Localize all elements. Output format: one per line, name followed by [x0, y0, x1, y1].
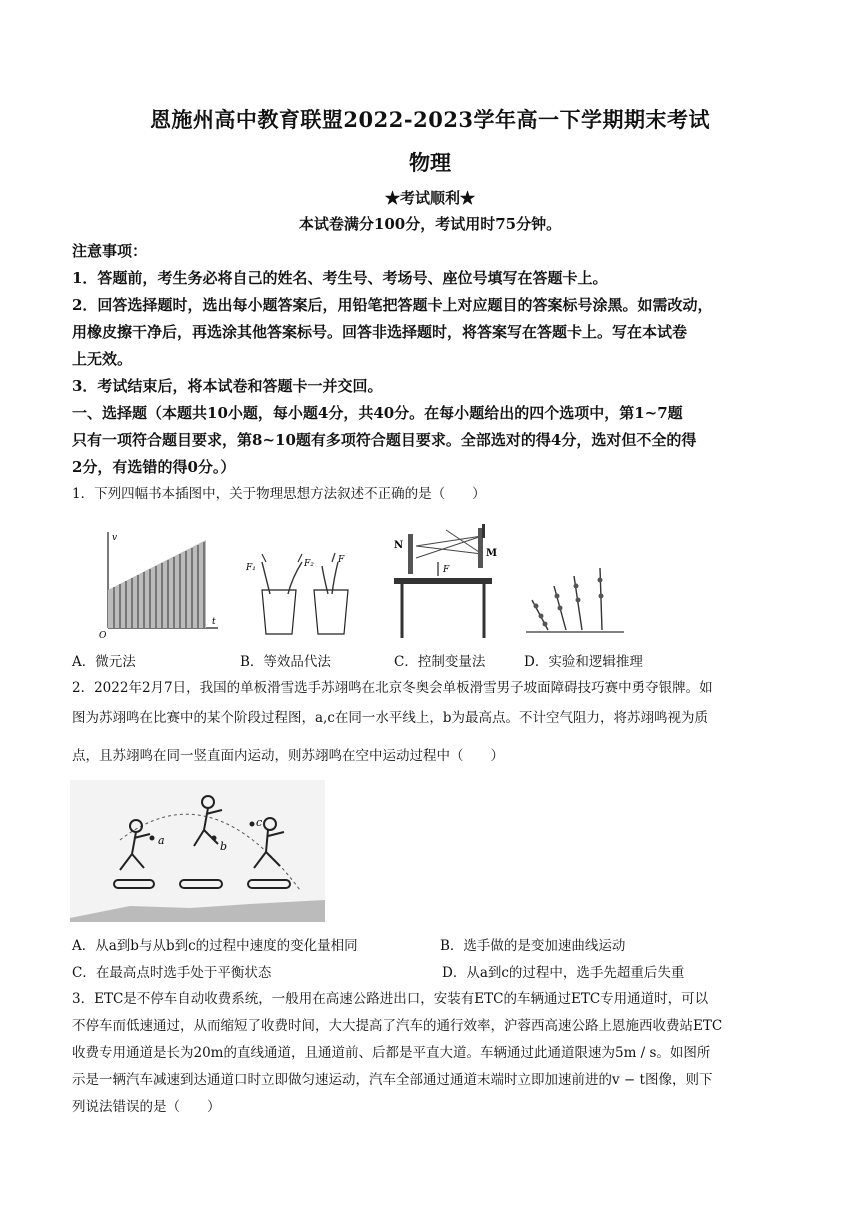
question-1-stem: 1．下列四幅书本插图中，关于物理思想方法叙述不正确的是（ ）	[72, 486, 486, 502]
note-item-2-line-1: 2．回答选择题时，选出每小题答案后，用铅笔把答题卡上对应题目的答案标号涂黑。如需改动，	[72, 296, 713, 314]
fig3-f-label: F	[443, 565, 450, 575]
q2-option-b: B．选手做的是变加速曲线运动	[440, 938, 626, 954]
good-luck-line: ★考试顺利★	[384, 189, 475, 207]
question-3-line-4: 示是一辆汽车减速到达通道口时立即做匀速运动，汽车全部通过通道末端时立即加速前进的v − t图像，则下	[72, 1072, 713, 1088]
note-item-1: 1．答题前，考生务必将自己的姓名、考生号、考场号、座位号填写在答题卡上。	[72, 269, 608, 287]
fig2-f-label: F	[338, 555, 345, 565]
q1-figure-bar-graph	[98, 528, 222, 640]
question-2-line-3: 点，且苏翊鸣在同一竖直面内运动，则苏翊鸣在空中运动过程中（ ）	[72, 748, 504, 764]
fig1-v-label: v	[112, 533, 118, 543]
note-item-2-line-3: 上无效。	[72, 350, 133, 368]
q2-point-b-label: b	[220, 840, 228, 853]
fig1-o-label: O	[99, 631, 107, 640]
q2-option-d: D．从a到c的过程中，选手先超重后失重	[442, 965, 685, 981]
note-item-3: 3．考试结束后，将本试卷和答题卡一并交回。	[72, 377, 383, 395]
q1-figure-mirror-table	[386, 522, 498, 642]
note-item-2-line-2: 用橡皮擦干净后，再选涂其他答案标号。回答非选择题时，将答案写在答题卡上。写在本试卷	[72, 323, 688, 341]
question-3-line-1: 3．ETC是不停车自动收费系统，一般用在高速公路进出口，安装有ETC的车辆通过ETC专用通道时，可以	[72, 991, 709, 1007]
question-2-line-2: 图为苏翊鸣在比赛中的某个阶段过程图，a,c在同一水平线上，b为最高点。不计空气阻力，将苏翊鸣视为质	[72, 710, 709, 726]
q2-point-c-label: c	[256, 816, 263, 829]
question-3-line-5: 列说法错误的是（ ）	[72, 1099, 221, 1115]
q2-option-a: A．从a到b与从b到c的过程中速度的变化量相同	[72, 938, 358, 954]
q2-figure-snowboarder	[70, 780, 325, 922]
q2-option-c: C．在最高点时选手处于平衡状态	[72, 965, 272, 981]
section-1-line-3: 2分，有选错的得0分。）	[72, 458, 236, 476]
exam-title: 恩施州高中教育联盟2022-2023学年高一下学期期末考试	[149, 107, 711, 132]
fig2-f1-label: F₁	[246, 563, 256, 573]
q1-option-c: C．控制变量法	[394, 654, 486, 670]
fig3-n-label: N	[394, 540, 404, 551]
q2-point-a-label: a	[158, 834, 165, 847]
section-1-line-2: 只有一项符合题目要求，第8~10题有多项符合题目要求。全部选对的得4分，选对但不全的得	[72, 431, 697, 449]
fig3-m-label: M	[486, 548, 498, 559]
q1-option-a: A．微元法	[72, 654, 136, 670]
q1-figure-inclined-planes	[524, 566, 628, 638]
notes-heading: 注意事项：	[72, 242, 148, 260]
subject-title: 物理	[409, 150, 451, 175]
question-2-line-1: 2．2022年2月7日，我国的单板滑雪选手苏翊鸣在北京冬奥会单板滑雪男子坡面障碍技巧赛中勇夺银牌。如	[72, 680, 713, 696]
full-mark-line: 本试卷满分100分，考试用时75分钟。	[298, 215, 562, 233]
q1-option-d: D．实验和逻辑推理	[524, 654, 643, 670]
fig2-f2-label: F₂	[304, 559, 314, 569]
q1-figure-two-cups	[240, 548, 350, 640]
section-1-line-1: 一、选择题（本题共10小题，每小题4分，共40分。在每小题给出的四个选项中，第1~7题	[72, 404, 683, 422]
fig1-t-label: t	[212, 617, 216, 627]
question-3-line-3: 收费专用通道是长为20m的直线通道，且通道前、后都是平直大道。车辆通过此通道限速为5m / s。如图所	[72, 1045, 711, 1061]
q1-option-b: B．等效品代法	[240, 654, 331, 670]
question-3-line-2: 不停车而低速通过，从而缩短了收费时间，大大提高了汽车的通行效率，沪蓉西高速公路上恩施西收费站ETC	[72, 1018, 723, 1034]
